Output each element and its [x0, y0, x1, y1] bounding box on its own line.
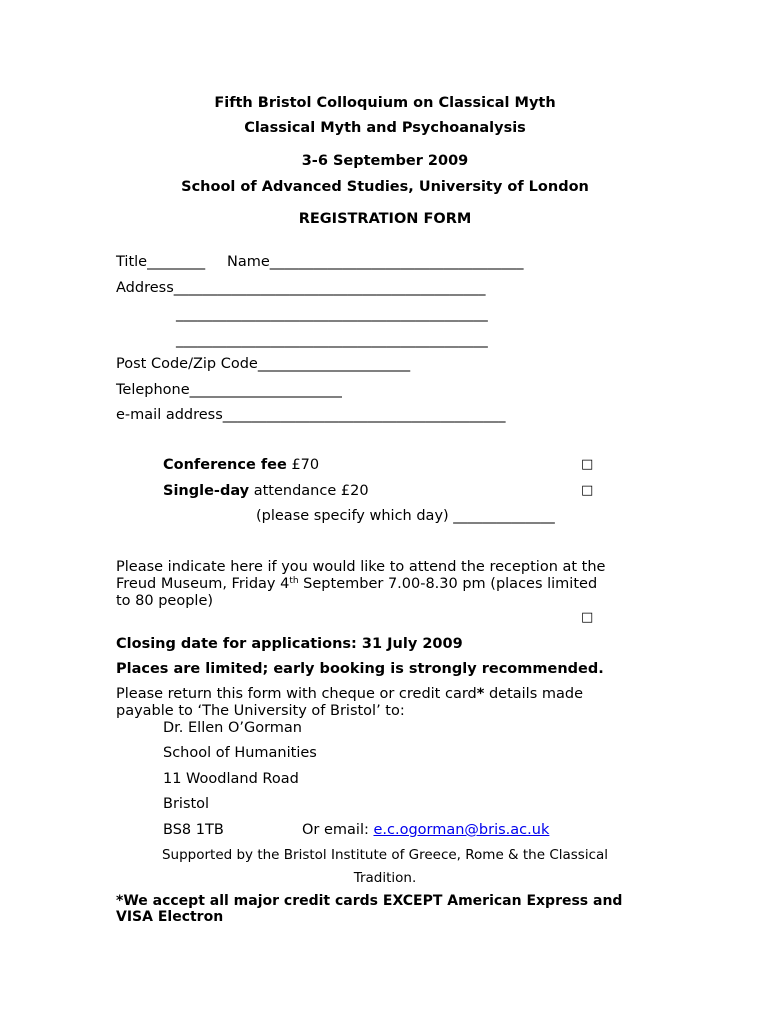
contact-name: Dr. Ellen O’Gorman — [163, 720, 302, 736]
address-line-2[interactable]: ___________________________________________ — [176, 306, 488, 322]
conference-fee-checkbox[interactable]: □ — [581, 457, 594, 472]
title-field[interactable]: Title________ — [116, 254, 206, 270]
single-day-bold: Single-day — [163, 483, 250, 499]
email-field[interactable]: e-mail address_______________________________________ — [116, 407, 506, 423]
colloquium-title: Fifth Bristol Colloquium on Classical Myth — [214, 95, 556, 111]
conference-fee-amount: £70 — [286, 457, 320, 473]
specify-day-field[interactable]: (please specify which day) ______________ — [256, 508, 555, 524]
colloquium-dates: 3-6 September 2009 — [301, 153, 469, 169]
reception-text-line1: Please indicate here if you would like to attend the reception at the — [116, 559, 606, 575]
contact-street: 11 Woodland Road — [163, 771, 299, 787]
form-title: REGISTRATION FORM — [298, 211, 472, 227]
reception-date-sup: th — [289, 576, 299, 586]
postcode-field[interactable]: Post Code/Zip Code_____________________ — [116, 356, 411, 372]
conference-fee-bold: Conference fee — [163, 457, 287, 473]
contact-email-line — [302, 821, 549, 839]
reception-text-line2 — [116, 575, 597, 593]
email-link[interactable]: e.c.ogorman@bris.ac.uk — [373, 822, 550, 838]
contact-city: Bristol — [163, 796, 210, 812]
reception-date-a: Freud Museum, Friday 4 — [116, 576, 290, 592]
return-instructions-line1 — [116, 685, 583, 703]
return-instructions-line2: payable to ‘The University of Bristol’ to: — [116, 703, 405, 719]
conference-fee-label — [163, 456, 319, 474]
reception-date-b: September 7.00-8.30 pm (places limited — [298, 576, 598, 592]
card-notice-line1: *We accept all major credit cards EXCEPT American Express and — [116, 893, 623, 909]
places-limited: Places are limited; early booking is strongly recommended. — [116, 661, 604, 677]
reception-checkbox[interactable]: □ — [581, 610, 594, 625]
colloquium-subtitle: Classical Myth and Psychoanalysis — [244, 120, 526, 136]
return-text-b: details made — [484, 686, 584, 702]
or-email-label: Or email: — [302, 822, 374, 838]
return-text-star: * — [476, 686, 485, 702]
card-notice-line2: VISA Electron — [116, 909, 224, 925]
contact-postcode: BS8 1TB — [163, 822, 224, 838]
single-day-amount: attendance £20 — [249, 483, 369, 499]
reception-text-line3: to 80 people) — [116, 593, 214, 609]
contact-department: School of Humanities — [163, 745, 317, 761]
address-line-3[interactable]: ___________________________________________ — [176, 332, 488, 348]
support-line1: Supported by the Bristol Institute of Greece, Rome & the Classical — [161, 847, 609, 863]
telephone-field[interactable]: Telephone_____________________ — [116, 382, 342, 398]
single-day-label — [163, 482, 369, 500]
colloquium-venue: School of Advanced Studies, University of London — [181, 179, 589, 195]
address-field[interactable]: Address___________________________________________ — [116, 280, 486, 296]
support-line2: Tradition. — [353, 870, 417, 886]
closing-date: Closing date for applications: 31 July 2009 — [116, 636, 463, 652]
return-text-a: Please return this form with cheque or credit card — [116, 686, 477, 702]
name-field[interactable]: Name___________________________________ — [227, 254, 524, 270]
single-day-checkbox[interactable]: □ — [581, 483, 594, 498]
